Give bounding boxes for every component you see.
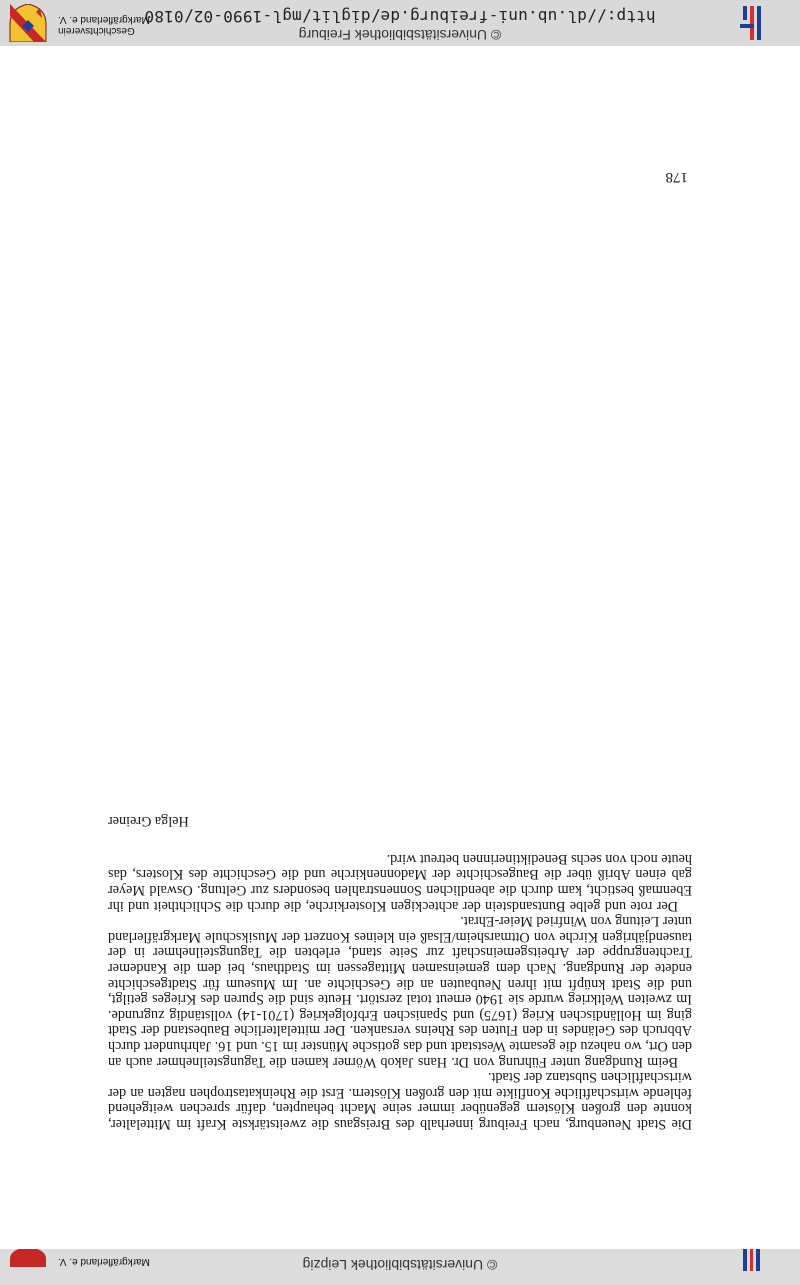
association-line-1: Geschichtsverein xyxy=(58,25,135,36)
permalink-url[interactable]: http://dl.ub.uni-freiburg.de/diglit/mgl-1990-02/0180 xyxy=(144,7,656,26)
digital-library-header xyxy=(0,0,800,46)
university-logo-icon xyxy=(740,1249,764,1271)
paragraph-2: Beim Rundgang unter Führung von Dr. Hans Jakob Wörner kamen die Tagungsteilnehmer auch an den Ort, wo nahezu die gesamte Weststadt und das gotische Münster im 15. und 16. Jahrhundert durch Abbruch des Geländes in den Fluten des Rheins versanken. Der mittelalterliche Baubestand der Stadt ging im Holländischen Krieg (1675) und Spanischen Erbfolgekrieg (1701-14) vollständig zugrunde. Im zweiten Weltkrieg wurde sie 1940 erneut total zerstört. Heute sind die Spuren des Krieges getilgt, und die Stadt knüpft mit ihren Neubauten an die Geschichte an. Im Museum für Stadtgeschichte endete der Rundgang. Nach dem gemeinsamen Mittagessen im Stadthaus, bei dem die Kandemer Trachtengruppe der Arbeitsgemeinschaft zur Seite stand, erlebten die Tagungsteilnehmer in der tausendjährigen Kirche von Ottmarsheim/Elsaß ein kleines Konzert der Musikschule Markgräflerland unter Leitung von Winfried Meier-Ehrat. xyxy=(108,913,692,1070)
coat-of-arms-icon xyxy=(8,1249,48,1267)
previous-rights-notice: © Universitätsbibliothek Leipzig xyxy=(302,1257,498,1273)
paragraph-3: Der rote und gelbe Buntsandstein der achteckigen Klosterkirche, die durch die Schlichtheit und ihr Ebenmaß besticht, kam durch die abendlichen Sonnenstrahlen besonders zur Geltung. Oswald Meyer gab einen Abriß über die Baugeschichte der Madonnenkirche und die Geschichte des Klosters, das heute noch von sechs Benediktinerinnen betreut wird. xyxy=(108,850,692,914)
association-label xyxy=(58,14,150,36)
author-signature: Helga Greiner xyxy=(108,813,189,830)
coat-of-arms-icon[interactable] xyxy=(8,4,48,42)
rights-notice: © Universitätsbibliothek Freiburg xyxy=(298,27,502,43)
paragraph-1: Die Stadt Neuenburg, nach Freiburg innerhalb des Breisgaus die zweitstärkste Kraft im Mittelalter, konnte den großen Klöstern gegenüber immer seine Macht behaupten, dafür sprechen weitgehend fehlende wirtschaftliche Konflikte mit den großen Klöstern. Erst die Rheinkatastrophen nagten an der wirtschaftlichen Substanz der Stadt. xyxy=(108,1069,692,1132)
previous-association-label: Markgräflerland e. V. xyxy=(58,1256,150,1267)
previous-page-header-strip xyxy=(0,1249,800,1285)
page-number: 178 xyxy=(665,169,688,185)
association-line-2: Markgräflerland e. V. xyxy=(58,14,150,25)
article-body xyxy=(108,813,692,1131)
